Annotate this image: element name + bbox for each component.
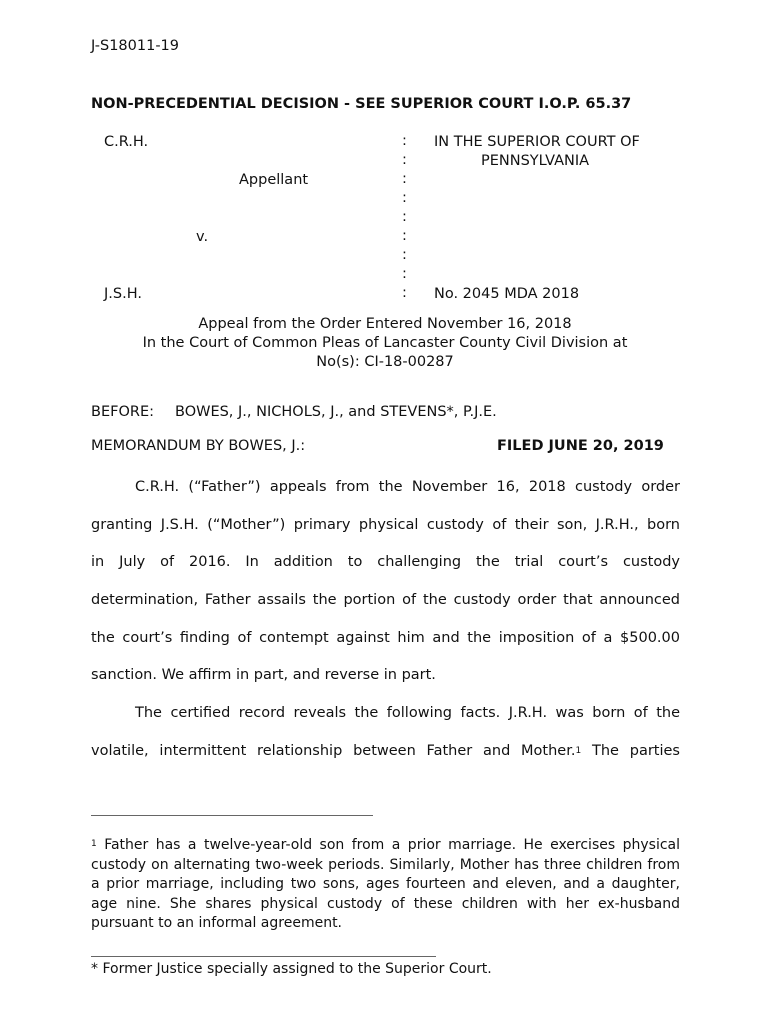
docket-header: J-S18011-19 — [91, 38, 180, 54]
appeal-line-2: In the Court of Common Pleas of Lancaster County Civil Division at — [142, 335, 628, 351]
party-appellant-name: C.R.H. — [104, 134, 149, 150]
body-text: volatile, intermittent relationship between Father and Mother. — [91, 743, 576, 759]
before-label: BEFORE: — [91, 404, 154, 420]
party-appellee-name: J.S.H. — [104, 286, 142, 302]
footnote-reference: 1 — [575, 746, 582, 756]
caption-colon: : — [402, 133, 407, 149]
body-text: The parties — [581, 743, 680, 759]
footnote-text: Father has a twelve-year-old son from a prior marriage. He exercises physical custody on alternating two-week periods. Similarly, Mother has three children from a prior marriage, including two sons, ages fourteen and eleven, and a daughter, age nine. She shares physical custody of these children with her ex-husband pursuant to an informal agreement. — [91, 837, 680, 931]
footnote-marker: 1 — [91, 839, 97, 849]
body-line: The certified record reveals the following facts. J.R.H. was born of the — [135, 705, 680, 721]
caption-colon: : — [402, 171, 407, 187]
body-line: determination, Father assails the portion of the custody order that announced — [91, 592, 680, 608]
body-line — [91, 742, 680, 760]
court-name-line1: IN THE SUPERIOR COURT OF — [434, 134, 640, 150]
body-line: in July of 2016. In addition to challenging the trial court’s custody — [91, 554, 680, 570]
non-precedential-heading: NON-PRECEDENTIAL DECISION - SEE SUPERIOR COURT I.O.P. 65.37 — [91, 96, 632, 112]
body-line: sanction. We affirm in part, and reverse in part. — [91, 667, 436, 683]
caption-colon: : — [402, 190, 407, 206]
body-line: C.R.H. (“Father”) appeals from the November 16, 2018 custody order — [135, 479, 680, 495]
caption-colon: : — [402, 285, 407, 301]
caption-colon: : — [402, 266, 407, 282]
footnote-separator — [91, 815, 373, 816]
footnote-star: * Former Justice specially assigned to the Superior Court. — [91, 961, 492, 977]
body-line: granting J.S.H. (“Mother”) primary physical custody of their son, J.R.H., born — [91, 517, 680, 533]
caption-colon: : — [402, 152, 407, 168]
appeal-line-1: Appeal from the Order Entered November 16, 2018 — [198, 316, 572, 332]
memorandum-author: MEMORANDUM BY BOWES, J.: — [91, 438, 306, 454]
footnote-separator — [91, 956, 436, 957]
footnote-1 — [91, 836, 680, 934]
panel-judges: BOWES, J., NICHOLS, J., and STEVENS*, P.J.E. — [175, 404, 497, 420]
caption-colon: : — [402, 228, 407, 244]
body-line: the court’s finding of contempt against him and the imposition of a $500.00 — [91, 630, 680, 646]
filed-date: FILED JUNE 20, 2019 — [497, 438, 664, 454]
caption-colon: : — [402, 247, 407, 263]
docket-number: No. 2045 MDA 2018 — [434, 286, 580, 302]
appellant-label: Appellant — [239, 172, 309, 188]
caption-colon: : — [402, 209, 407, 225]
appeal-line-3: No(s): CI-18-00287 — [316, 354, 454, 370]
court-name-line2: PENNSYLVANIA — [481, 153, 590, 169]
versus-label: v. — [196, 229, 209, 245]
